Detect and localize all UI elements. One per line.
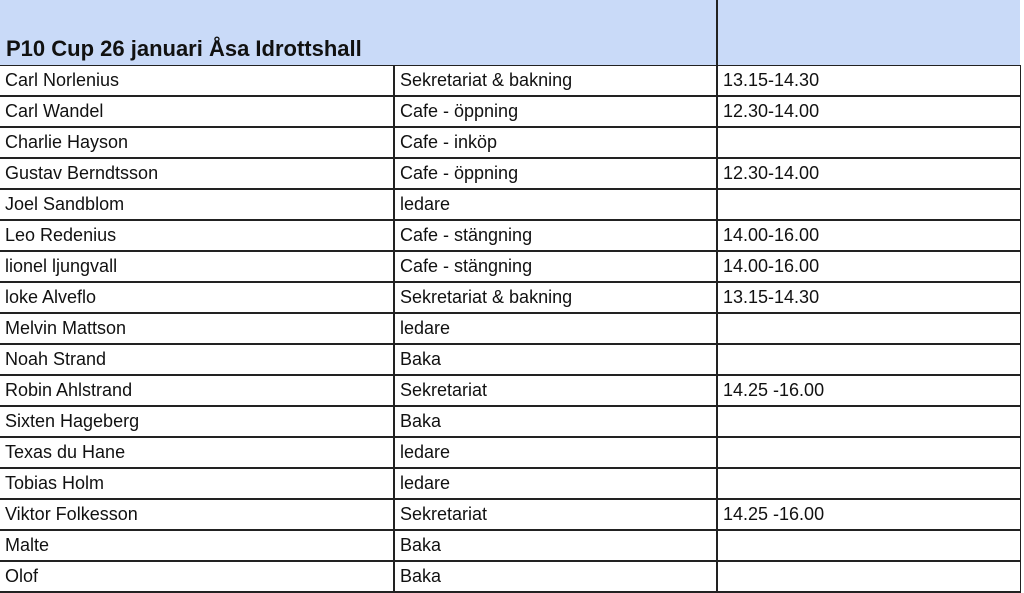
table-row: [0, 282, 1020, 313]
task-cell[interactable]: ledare: [394, 468, 717, 499]
task-cell[interactable]: Sekretariat & bakning: [394, 282, 717, 313]
task-cell[interactable]: Cafe - stängning: [394, 220, 717, 251]
name-cell[interactable]: Sixten Hageberg: [0, 406, 394, 437]
table-row: [0, 344, 1020, 375]
table-row: [0, 561, 1020, 592]
task-cell[interactable]: ledare: [394, 313, 717, 344]
name-cell[interactable]: Carl Norlenius: [0, 66, 394, 97]
table-row: [0, 251, 1020, 282]
sheet-title-cell[interactable]: [0, 0, 717, 66]
task-cell[interactable]: Cafe - öppning: [394, 96, 717, 127]
time-cell[interactable]: [717, 127, 1020, 158]
table-row: [0, 158, 1020, 189]
time-cell[interactable]: 14.25 -16.00: [717, 375, 1020, 406]
name-cell[interactable]: Viktor Folkesson: [0, 499, 394, 530]
name-cell[interactable]: Texas du Hane: [0, 437, 394, 468]
name-cell[interactable]: Leo Redenius: [0, 220, 394, 251]
name-cell[interactable]: Robin Ahlstrand: [0, 375, 394, 406]
time-cell[interactable]: [717, 561, 1020, 592]
header-empty-cell[interactable]: [717, 0, 1020, 66]
time-cell[interactable]: [717, 406, 1020, 437]
time-cell[interactable]: [717, 468, 1020, 499]
table-row: [0, 375, 1020, 406]
name-cell[interactable]: Tobias Holm: [0, 468, 394, 499]
task-cell[interactable]: Sekretariat: [394, 375, 717, 406]
table-row: [0, 313, 1020, 344]
name-cell[interactable]: Joel Sandblom: [0, 189, 394, 220]
task-cell[interactable]: Cafe - inköp: [394, 127, 717, 158]
time-cell[interactable]: [717, 437, 1020, 468]
table-row: [0, 127, 1020, 158]
time-cell[interactable]: [717, 313, 1020, 344]
time-cell[interactable]: 12.30-14.00: [717, 96, 1020, 127]
name-cell[interactable]: Melvin Mattson: [0, 313, 394, 344]
time-cell[interactable]: [717, 189, 1020, 220]
task-cell[interactable]: Sekretariat & bakning: [394, 66, 717, 97]
task-cell[interactable]: Sekretariat: [394, 499, 717, 530]
table-row: [0, 406, 1020, 437]
time-cell[interactable]: [717, 530, 1020, 561]
task-cell[interactable]: Cafe - stängning: [394, 251, 717, 282]
table-row: [0, 96, 1020, 127]
table-row: [0, 499, 1020, 530]
table-row: [0, 220, 1020, 251]
name-cell[interactable]: Charlie Hayson: [0, 127, 394, 158]
time-cell[interactable]: 14.00-16.00: [717, 220, 1020, 251]
time-cell[interactable]: 14.00-16.00: [717, 251, 1020, 282]
task-cell[interactable]: Baka: [394, 344, 717, 375]
name-cell[interactable]: Carl Wandel: [0, 96, 394, 127]
time-cell[interactable]: 13.15-14.30: [717, 66, 1020, 97]
task-cell[interactable]: Baka: [394, 530, 717, 561]
task-cell[interactable]: Baka: [394, 406, 717, 437]
table-row: [0, 66, 1020, 97]
time-cell[interactable]: 14.25 -16.00: [717, 499, 1020, 530]
table-row: [0, 468, 1020, 499]
table-row: [0, 437, 1020, 468]
sheet-title: P10 Cup 26 januari Åsa Idrottshall: [6, 36, 362, 61]
name-cell[interactable]: Olof: [0, 561, 394, 592]
task-cell[interactable]: Cafe - öppning: [394, 158, 717, 189]
time-cell[interactable]: 13.15-14.30: [717, 282, 1020, 313]
name-cell[interactable]: Malte: [0, 530, 394, 561]
time-cell[interactable]: [717, 344, 1020, 375]
header-row: [0, 0, 1020, 66]
task-cell[interactable]: Baka: [394, 561, 717, 592]
table-row: [0, 530, 1020, 561]
time-cell[interactable]: 12.30-14.00: [717, 158, 1020, 189]
name-cell[interactable]: Gustav Berndtsson: [0, 158, 394, 189]
table-row: [0, 189, 1020, 220]
name-cell[interactable]: Noah Strand: [0, 344, 394, 375]
name-cell[interactable]: loke Alveflo: [0, 282, 394, 313]
task-cell[interactable]: ledare: [394, 437, 717, 468]
name-cell[interactable]: lionel ljungvall: [0, 251, 394, 282]
task-cell[interactable]: ledare: [394, 189, 717, 220]
